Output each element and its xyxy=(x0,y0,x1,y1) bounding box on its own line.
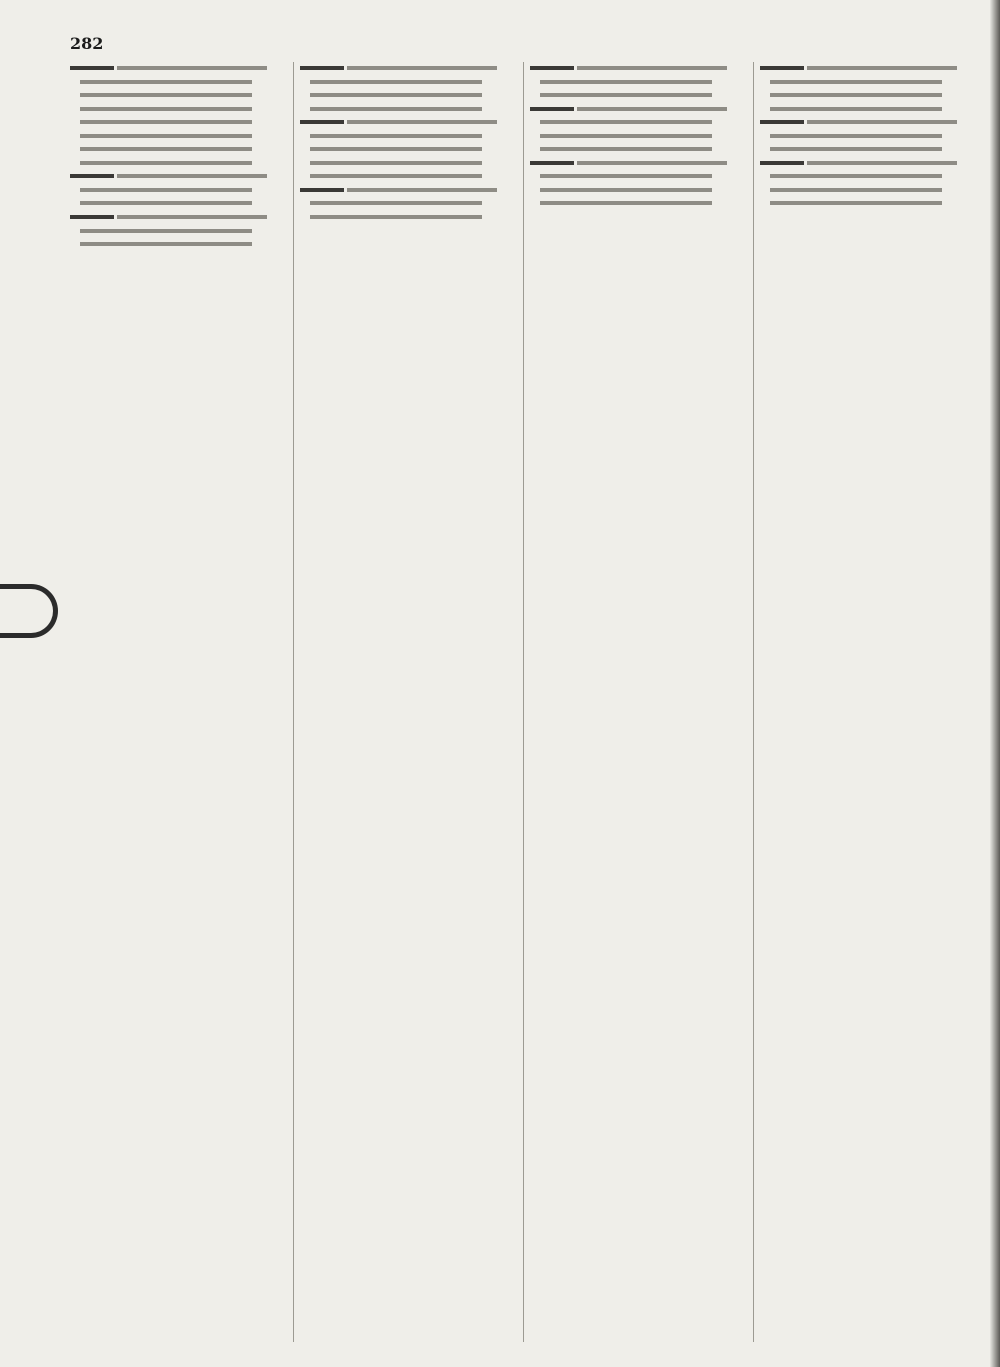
entry-text xyxy=(310,134,482,138)
list-item xyxy=(300,130,520,144)
entry-text xyxy=(540,93,712,97)
list-item xyxy=(70,238,290,252)
entry-text xyxy=(310,107,482,111)
list-item xyxy=(70,170,290,184)
column-3 xyxy=(530,62,754,1342)
entry-text xyxy=(540,174,712,178)
list-item xyxy=(760,116,981,130)
list-item xyxy=(70,62,290,76)
binder-clip-icon xyxy=(0,584,58,638)
list-item xyxy=(760,76,981,90)
entry-surname xyxy=(300,188,344,192)
list-item xyxy=(70,225,290,239)
entry-text xyxy=(770,174,942,178)
entry-text xyxy=(807,120,957,124)
list-item xyxy=(760,184,981,198)
list-item xyxy=(300,197,520,211)
entry-surname xyxy=(530,66,574,70)
list-item xyxy=(300,62,520,76)
entry-surname xyxy=(760,120,804,124)
entry-text xyxy=(770,80,942,84)
entry-text xyxy=(770,147,942,151)
list-item xyxy=(760,130,981,144)
list-item xyxy=(70,197,290,211)
entry-surname xyxy=(760,161,804,165)
entry-text xyxy=(80,93,252,97)
entry-text xyxy=(80,147,252,151)
list-item xyxy=(530,89,750,103)
entry-text xyxy=(80,134,252,138)
entry-text xyxy=(540,120,712,124)
entry-text xyxy=(80,201,252,205)
list-item xyxy=(300,157,520,171)
list-item xyxy=(530,62,750,76)
entry-text xyxy=(540,134,712,138)
entry-surname xyxy=(300,120,344,124)
list-item xyxy=(70,130,290,144)
entry-text xyxy=(310,174,482,178)
list-item xyxy=(760,62,981,76)
list-item xyxy=(70,211,290,225)
entry-text xyxy=(310,201,482,205)
list-item xyxy=(530,170,750,184)
entry-text xyxy=(117,174,267,178)
column-2 xyxy=(300,62,524,1342)
entry-text xyxy=(80,80,252,84)
list-item xyxy=(70,76,290,90)
entry-surname xyxy=(530,161,574,165)
page-number: 282 xyxy=(70,34,104,53)
entry-text xyxy=(80,242,252,246)
list-item xyxy=(530,143,750,157)
list-item xyxy=(300,184,520,198)
entry-text xyxy=(347,188,497,192)
entry-surname xyxy=(530,107,574,111)
entry-text xyxy=(770,93,942,97)
list-item xyxy=(300,170,520,184)
list-item xyxy=(70,103,290,117)
entry-text xyxy=(117,215,267,219)
entry-text xyxy=(347,120,497,124)
list-item xyxy=(300,143,520,157)
entry-text xyxy=(80,229,252,233)
entry-surname xyxy=(760,66,804,70)
entry-text xyxy=(807,66,957,70)
list-item xyxy=(70,116,290,130)
entry-surname xyxy=(300,66,344,70)
entry-text xyxy=(80,161,252,165)
list-item xyxy=(530,197,750,211)
entry-text xyxy=(80,107,252,111)
list-item xyxy=(760,103,981,117)
directory-columns xyxy=(70,62,985,1342)
list-item xyxy=(300,89,520,103)
entry-text xyxy=(310,93,482,97)
entry-text xyxy=(770,188,942,192)
list-item xyxy=(530,184,750,198)
entry-surname xyxy=(70,174,114,178)
list-item xyxy=(70,184,290,198)
list-item xyxy=(760,143,981,157)
entry-text xyxy=(310,80,482,84)
entry-text xyxy=(577,66,727,70)
entry-text xyxy=(540,201,712,205)
list-item xyxy=(760,157,981,171)
entry-text xyxy=(80,188,252,192)
page-edge-shadow xyxy=(990,0,1000,1367)
list-item xyxy=(760,197,981,211)
entry-text xyxy=(770,107,942,111)
list-item xyxy=(300,76,520,90)
entry-text xyxy=(577,161,727,165)
entry-text xyxy=(770,201,942,205)
entry-surname xyxy=(70,66,114,70)
entry-text xyxy=(540,147,712,151)
list-item xyxy=(70,143,290,157)
entry-text xyxy=(310,161,482,165)
entry-text xyxy=(310,215,482,219)
entry-text xyxy=(807,161,957,165)
entry-text xyxy=(117,66,267,70)
list-item xyxy=(530,116,750,130)
list-item xyxy=(70,157,290,171)
list-item xyxy=(300,103,520,117)
entry-text xyxy=(770,134,942,138)
entry-text xyxy=(540,188,712,192)
list-item xyxy=(530,130,750,144)
list-item xyxy=(530,103,750,117)
column-4 xyxy=(760,62,984,1342)
column-1 xyxy=(70,62,294,1342)
list-item xyxy=(760,89,981,103)
entry-surname xyxy=(70,215,114,219)
entry-text xyxy=(577,107,727,111)
entry-text xyxy=(80,120,252,124)
list-item xyxy=(530,76,750,90)
entry-text xyxy=(347,66,497,70)
list-item xyxy=(300,211,520,225)
page-header xyxy=(70,34,970,60)
entry-text xyxy=(540,80,712,84)
list-item xyxy=(300,116,520,130)
list-item xyxy=(760,170,981,184)
list-item xyxy=(530,157,750,171)
list-item xyxy=(70,89,290,103)
entry-text xyxy=(310,147,482,151)
